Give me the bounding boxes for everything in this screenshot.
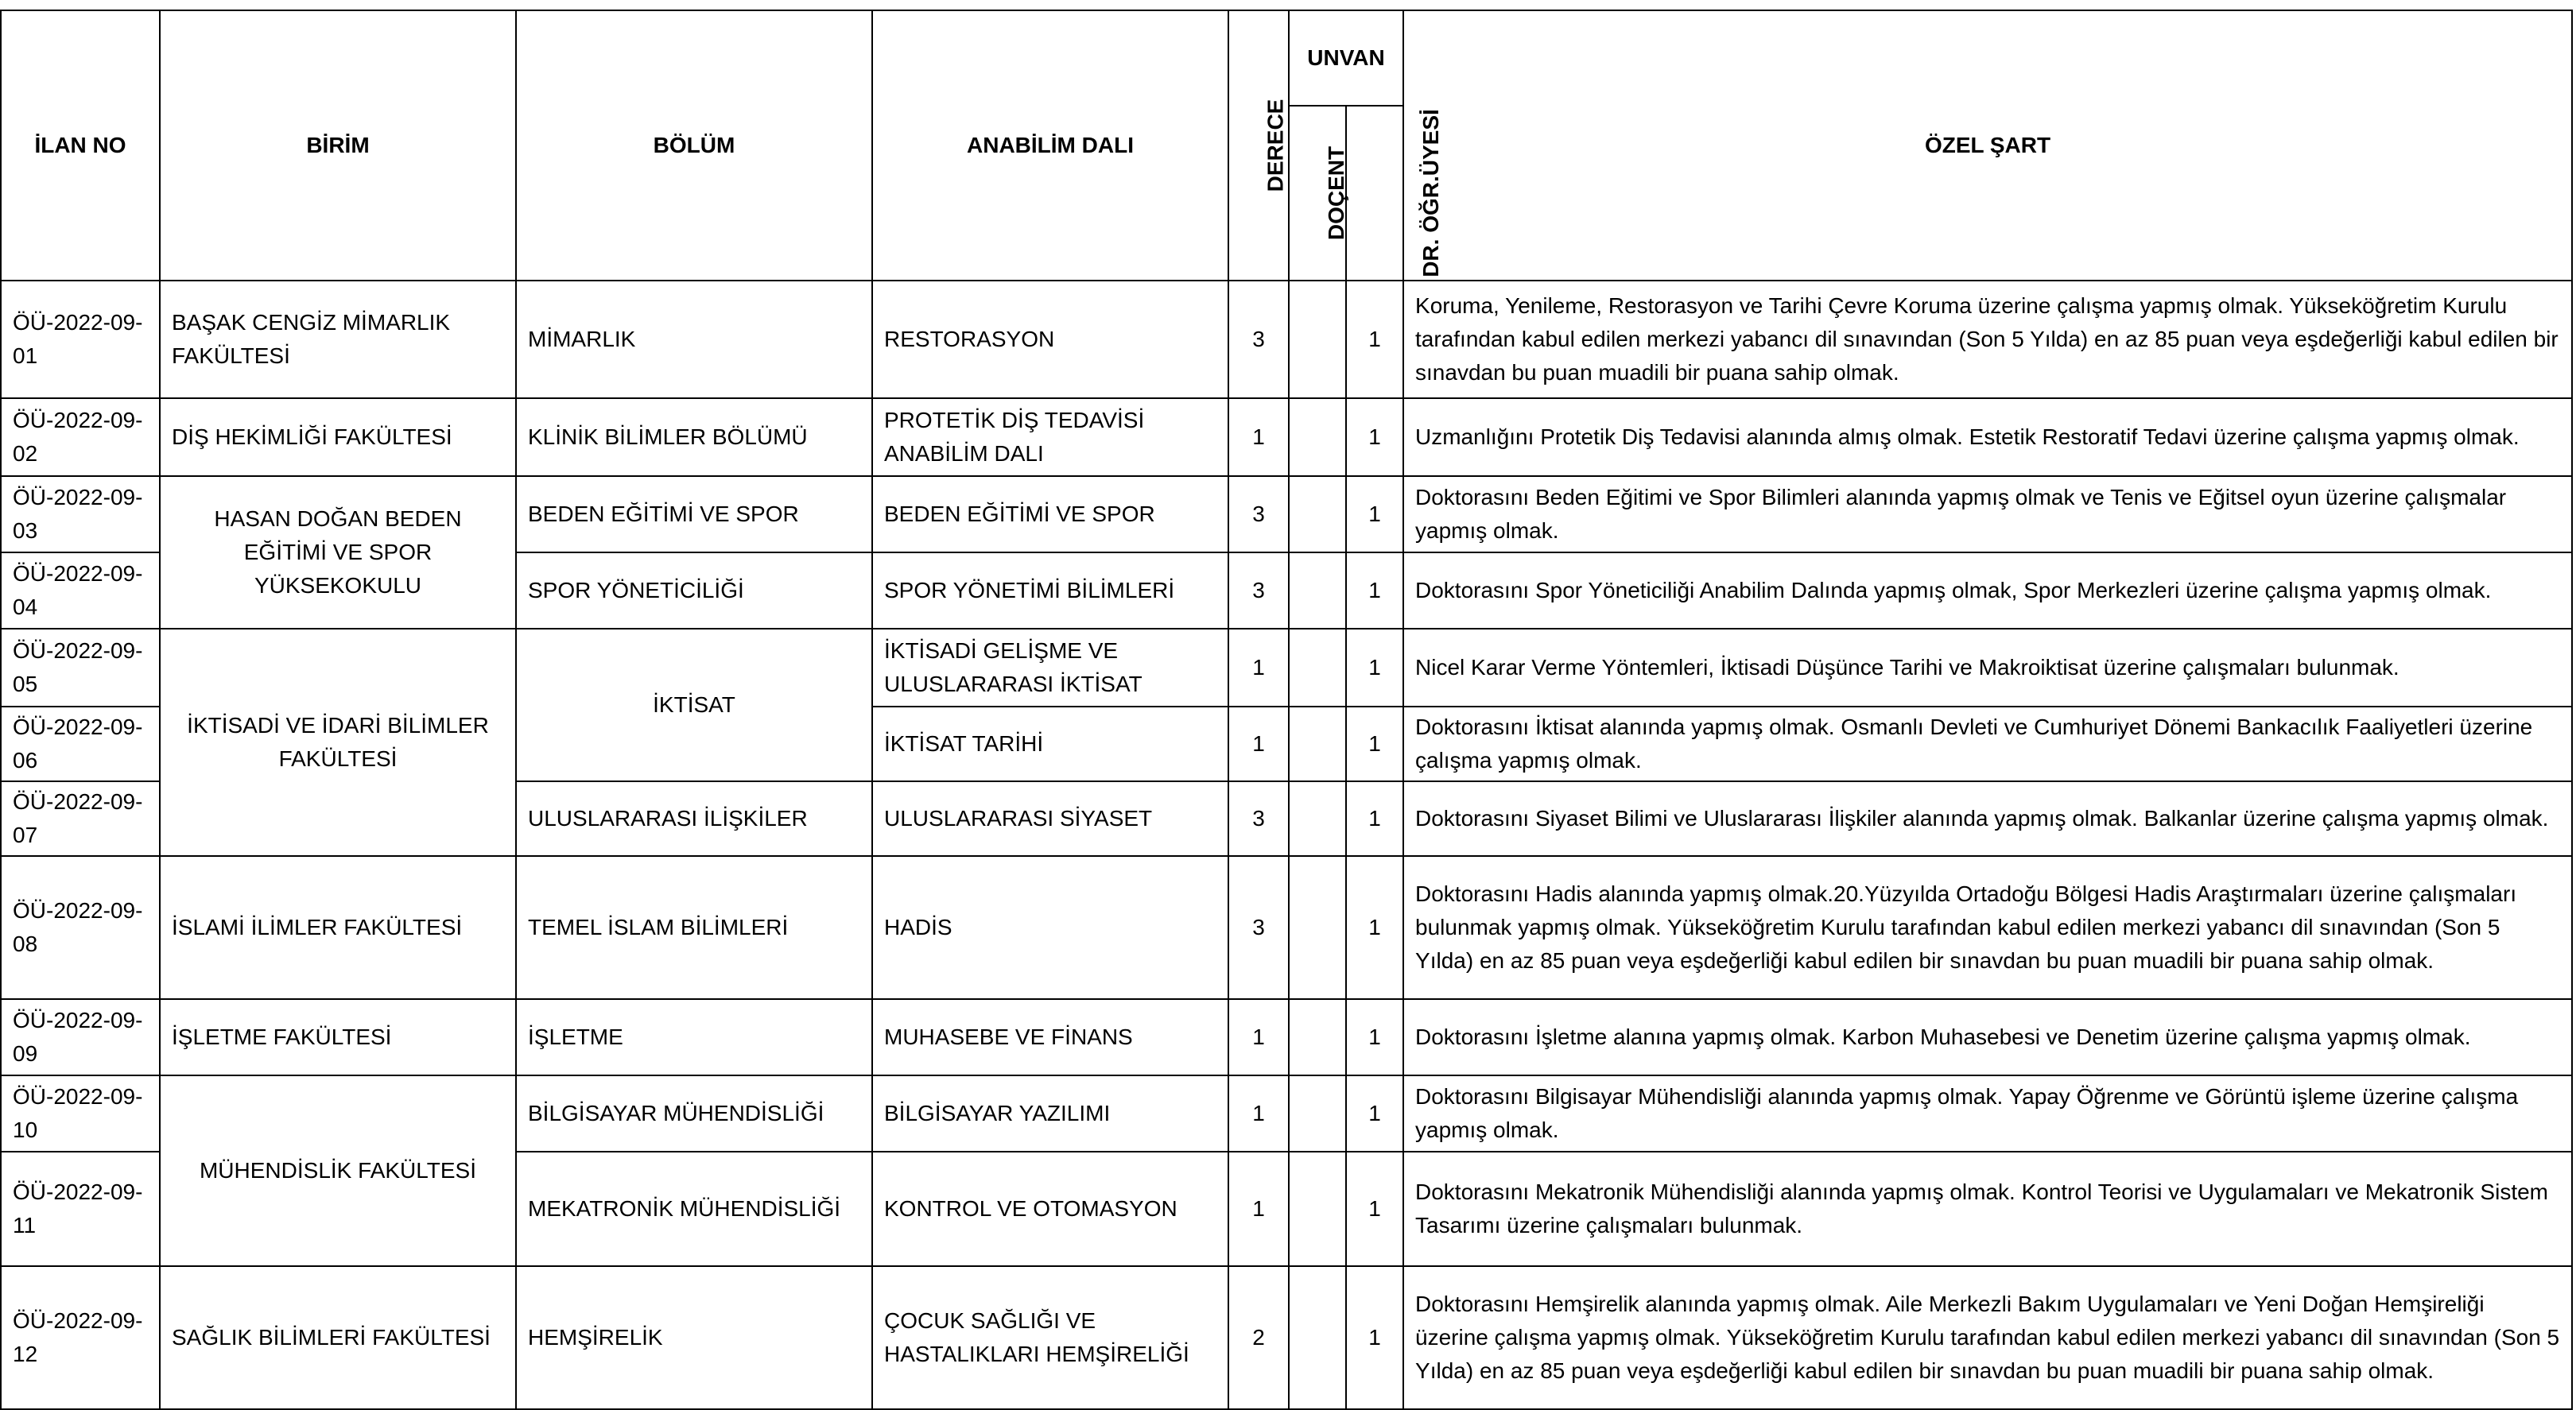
bolum-cell: BEDEN EĞİTİMİ VE SPOR [516,476,872,552]
ilan-no-cell: ÖÜ-2022-09-08 [1,856,160,999]
anabilim-dali-cell: ÇOCUK SAĞLIĞI VE HASTALIKLARI HEMŞİRELİĞİ [872,1266,1228,1409]
ozel-sart-cell: Doktorasını Mekatronik Mühendisliği alanında yapmış olmak. Kontrol Teorisi ve Uygulamaları ve Mekatronik Sistem Tasarımı üzerine çalışmaları bulunmak. [1403,1152,2572,1266]
birim-cell: İSLAMİ İLİMLER FAKÜLTESİ [160,856,516,999]
ozel-sart-cell: Doktorasını Hadis alanında yapmış olmak.20.Yüzyılda Ortadoğu Bölgesi Hadis Araştırmaları üzerine çalışmaları bulunmak yapmış olmak. Yükseköğretim Kurulu tarafından kabul edilen merkezi yabancı dil sınavından (Son 5 Yılda) en az 85 puan veya eşdeğerliği kabul edilen bir sınavdan bu puan muadili bir puana sahip olmak. [1403,856,2572,999]
ilan-no-cell: ÖÜ-2022-09-03 [1,476,160,552]
ilan-no-cell: ÖÜ-2022-09-07 [1,781,160,856]
ozel-sart-cell: Doktorasını Siyaset Bilimi ve Uluslararası İlişkiler alanında yapmış olmak. Balkanlar üzerine çalışma yapmış olmak. [1403,781,2572,856]
derece-cell: 3 [1228,552,1289,629]
derece-cell: 3 [1228,476,1289,552]
header-unvan: UNVAN [1289,10,1403,106]
ilan-no-cell: ÖÜ-2022-09-09 [1,999,160,1075]
dr-ogr-uyesi-cell: 1 [1346,1075,1403,1152]
table-row [1,1266,2572,1409]
dr-ogr-uyesi-cell: 1 [1346,1152,1403,1266]
derece-cell: 1 [1228,398,1289,476]
anabilim-dali-cell: BİLGİSAYAR YAZILIMI [872,1075,1228,1152]
ilan-no-cell: ÖÜ-2022-09-11 [1,1152,160,1266]
ozel-sart-cell: Doktorasını Beden Eğitimi ve Spor Bilimleri alanında yapmış olmak ve Tenis ve Eğitsel oyun üzerine çalışmalar yapmış olmak. [1403,476,2572,552]
anabilim-dali-cell: BEDEN EĞİTİMİ VE SPOR [872,476,1228,552]
header-docent: DOÇENT [1289,106,1346,281]
ozel-sart-cell: Nicel Karar Verme Yöntemleri, İktisadi Düşünce Tarihi ve Makroiktisat üzerine çalışmaları bulunmak. [1403,629,2572,707]
docent-cell [1289,476,1346,552]
table-row [1,856,2572,999]
derece-cell: 1 [1228,1152,1289,1266]
bolum-cell: TEMEL İSLAM BİLİMLERİ [516,856,872,999]
ozel-sart-cell: Doktorasını Hemşirelik alanında yapmış olmak. Aile Merkezli Bakım Uygulamaları ve Yeni Doğan Hemşireliği üzerine çalışma yapmış olmak. Yükseköğretim Kurulu tarafından kabul edilen merkezi yabancı dil sınavından (Son 5 Yılda) en az 85 puan veya eşdeğerliği kabul edilen bir sınavdan bu puan muadili bir puana sahip olmak. [1403,1266,2572,1409]
dr-ogr-uyesi-cell: 1 [1346,281,1403,398]
dr-ogr-uyesi-cell: 1 [1346,781,1403,856]
docent-cell [1289,629,1346,707]
ilan-table [0,10,2573,1410]
dr-ogr-uyesi-cell: 1 [1346,999,1403,1075]
anabilim-dali-cell: RESTORASYON [872,281,1228,398]
ilan-no-cell: ÖÜ-2022-09-02 [1,398,160,476]
birim-cell: BAŞAK CENGİZ MİMARLIK FAKÜLTESİ [160,281,516,398]
docent-cell [1289,281,1346,398]
birim-cell: SAĞLIK BİLİMLERİ FAKÜLTESİ [160,1266,516,1409]
dr-ogr-uyesi-cell: 1 [1346,707,1403,781]
birim-cell: MÜHENDİSLİK FAKÜLTESİ [160,1075,516,1266]
ilan-no-cell: ÖÜ-2022-09-05 [1,629,160,707]
anabilim-dali-cell: KONTROL VE OTOMASYON [872,1152,1228,1266]
derece-cell: 3 [1228,856,1289,999]
birim-cell: HASAN DOĞAN BEDEN EĞİTİMİ VE SPOR YÜKSEKOKULU [160,476,516,629]
ozel-sart-cell: Doktorasını Bilgisayar Mühendisliği alanında yapmış olmak. Yapay Öğrenme ve Görüntü işleme üzerine çalışma yapmış olmak. [1403,1075,2572,1152]
dr-ogr-uyesi-cell: 1 [1346,629,1403,707]
ilan-no-cell: ÖÜ-2022-09-06 [1,707,160,781]
ilan-no-cell: ÖÜ-2022-09-10 [1,1075,160,1152]
birim-cell: DİŞ HEKİMLİĞİ FAKÜLTESİ [160,398,516,476]
anabilim-dali-cell: SPOR YÖNETİMİ BİLİMLERİ [872,552,1228,629]
docent-cell [1289,781,1346,856]
header-derece: DERECE [1228,10,1289,281]
ilan-no-cell: ÖÜ-2022-09-04 [1,552,160,629]
derece-cell: 1 [1228,629,1289,707]
dr-ogr-uyesi-cell: 1 [1346,398,1403,476]
bolum-cell: ULUSLARARASI İLİŞKİLER [516,781,872,856]
ozel-sart-cell: Koruma, Yenileme, Restorasyon ve Tarihi Çevre Koruma üzerine çalışma yapmış olmak. Yükseköğretim Kurulu tarafından kabul edilen merkezi yabancı dil sınavından (Son 5 Yılda) en az 85 puan veya eşdeğerliği kabul edilen bir sınavdan bu puan muadili bir puana sahip olmak. [1403,281,2572,398]
derece-cell: 1 [1228,707,1289,781]
derece-cell: 1 [1228,999,1289,1075]
table-row [1,629,2572,707]
ozel-sart-cell: Doktorasını İşletme alanına yapmış olmak. Karbon Muhasebesi ve Denetim üzerine çalışma yapmış olmak. [1403,999,2572,1075]
table-row [1,281,2572,398]
dr-ogr-uyesi-cell: 1 [1346,476,1403,552]
header-bolum: BÖLÜM [516,10,872,281]
docent-cell [1289,1075,1346,1152]
ozel-sart-cell: Doktorasını Spor Yöneticiliği Anabilim Dalında yapmış olmak, Spor Merkezleri üzerine çalışma yapmış olmak. [1403,552,2572,629]
anabilim-dali-cell: MUHASEBE VE FİNANS [872,999,1228,1075]
table-row [1,1075,2572,1152]
ilan-no-cell: ÖÜ-2022-09-01 [1,281,160,398]
birim-cell: İKTİSADİ VE İDARİ BİLİMLER FAKÜLTESİ [160,629,516,856]
header-dr-ogr-uyesi: DR. ÖĞR.ÜYESİ [1346,106,1403,281]
derece-cell: 1 [1228,1075,1289,1152]
bolum-cell: İKTİSAT [516,629,872,781]
bolum-cell: HEMŞİRELİK [516,1266,872,1409]
anabilim-dali-cell: HADİS [872,856,1228,999]
table-row [1,398,2572,476]
bolum-cell: İŞLETME [516,999,872,1075]
derece-cell: 3 [1228,781,1289,856]
derece-cell: 3 [1228,281,1289,398]
bolum-cell: MEKATRONİK MÜHENDİSLİĞİ [516,1152,872,1266]
docent-cell [1289,707,1346,781]
docent-cell [1289,856,1346,999]
table-row [1,476,2572,552]
docent-cell [1289,1152,1346,1266]
bolum-cell: SPOR YÖNETİCİLİĞİ [516,552,872,629]
ozel-sart-cell: Uzmanlığını Protetik Diş Tedavisi alanında almış olmak. Estetik Restoratif Tedavi üzerine çalışma yapmış olmak. [1403,398,2572,476]
birim-cell: İŞLETME FAKÜLTESİ [160,999,516,1075]
dr-ogr-uyesi-cell: 1 [1346,552,1403,629]
bolum-cell: KLİNİK BİLİMLER BÖLÜMÜ [516,398,872,476]
table-row [1,999,2572,1075]
bolum-cell: BİLGİSAYAR MÜHENDİSLİĞİ [516,1075,872,1152]
header-anabilim-dali: ANABİLİM DALI [872,10,1228,281]
anabilim-dali-cell: PROTETİK DİŞ TEDAVİSİ ANABİLİM DALI [872,398,1228,476]
docent-cell [1289,999,1346,1075]
derece-cell: 2 [1228,1266,1289,1409]
header-birim: BİRİM [160,10,516,281]
anabilim-dali-cell: İKTİSAT TARİHİ [872,707,1228,781]
docent-cell [1289,398,1346,476]
ilan-no-cell: ÖÜ-2022-09-12 [1,1266,160,1409]
docent-cell [1289,552,1346,629]
docent-cell [1289,1266,1346,1409]
bolum-cell: MİMARLIK [516,281,872,398]
anabilim-dali-cell: ULUSLARARASI SİYASET [872,781,1228,856]
dr-ogr-uyesi-cell: 1 [1346,1266,1403,1409]
dr-ogr-uyesi-cell: 1 [1346,856,1403,999]
ozel-sart-cell: Doktorasını İktisat alanında yapmış olmak. Osmanlı Devleti ve Cumhuriyet Dönemi Bankacılık Faaliyetleri üzerine çalışma yapmış olmak. [1403,707,2572,781]
header-ilan-no: İLAN NO [1,10,160,281]
anabilim-dali-cell: İKTİSADİ GELİŞME VE ULUSLARARASI İKTİSAT [872,629,1228,707]
header-ozel-sart: ÖZEL ŞART [1403,10,2572,281]
